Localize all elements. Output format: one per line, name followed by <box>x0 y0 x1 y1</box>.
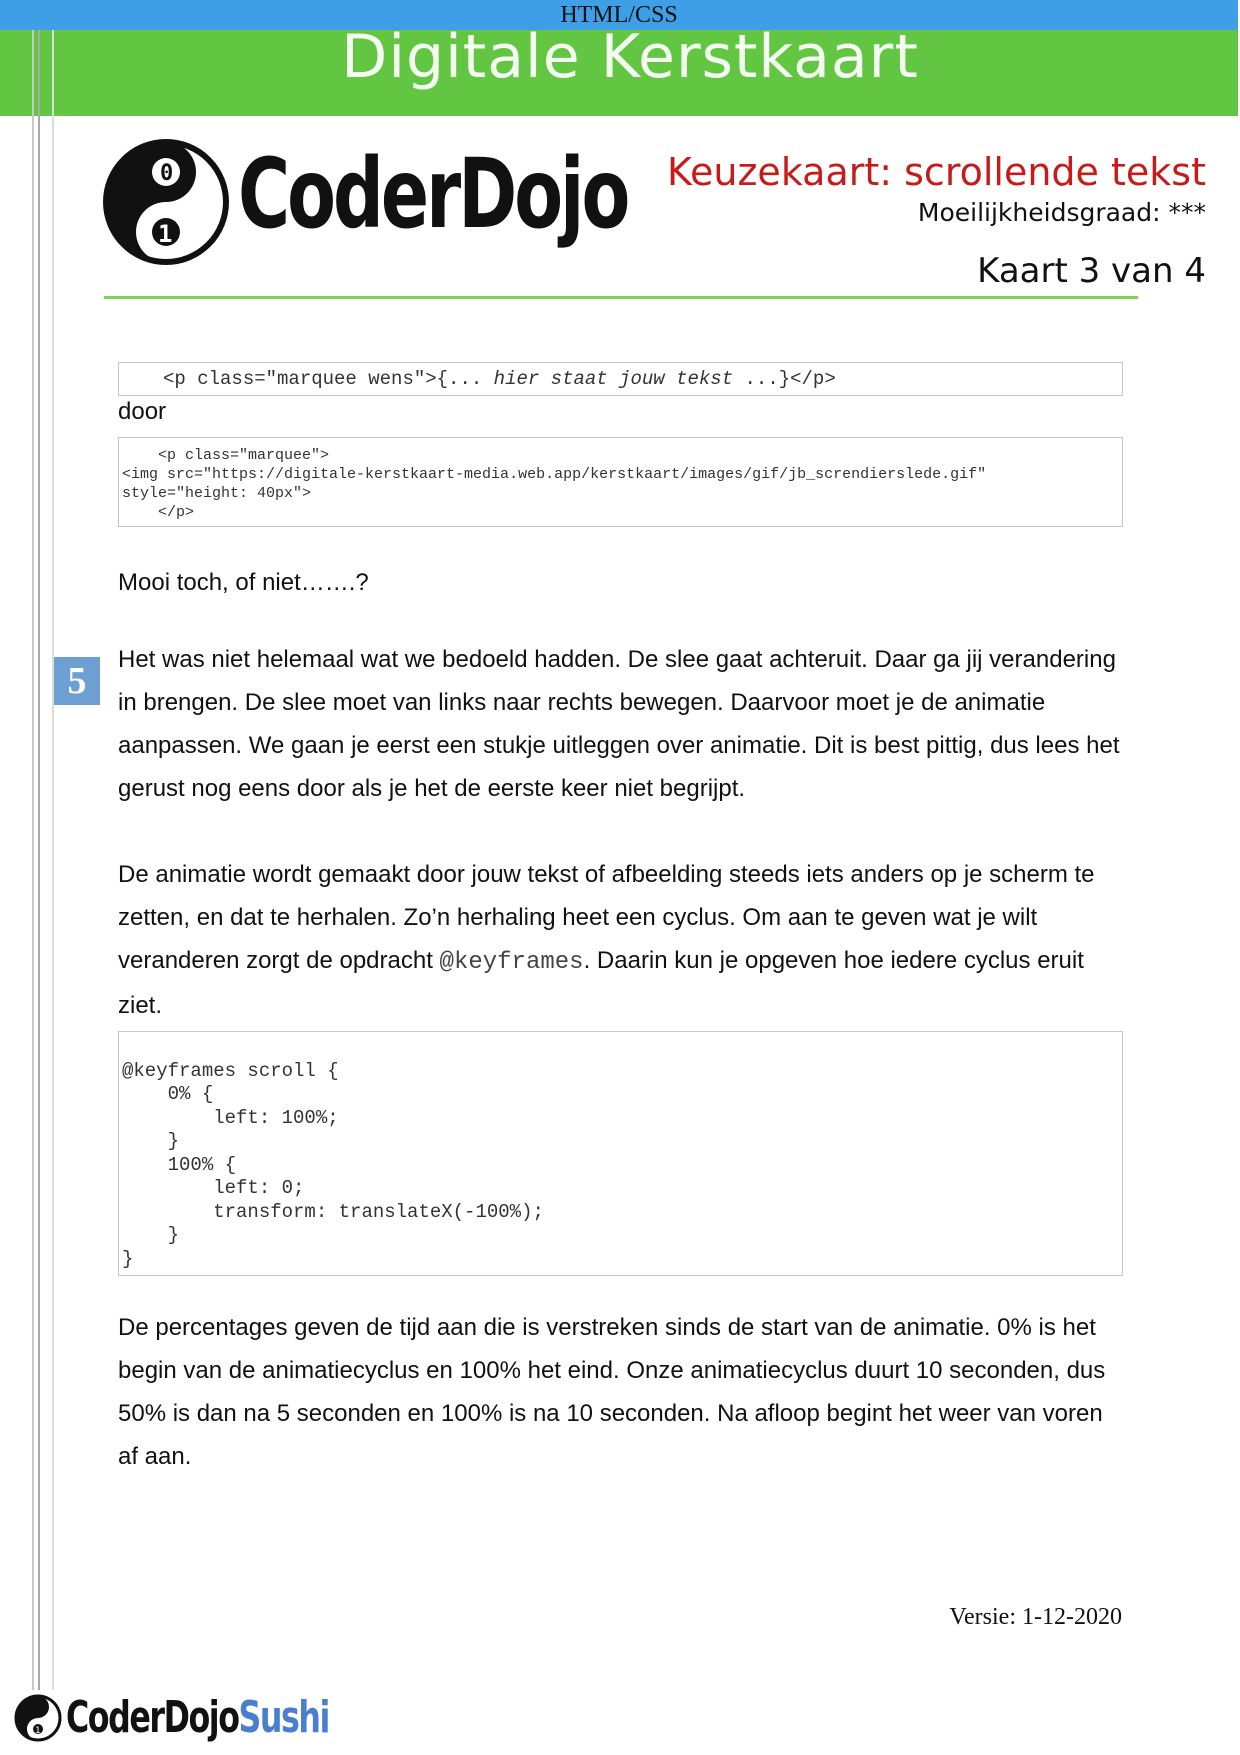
paragraph-keyframes-text-end: . Daarin kun je opgeven hoe iedere cyclus eruit ziet. <box>118 947 1084 1019</box>
code3-line: 100% { <box>122 1153 237 1176</box>
logo-glyph-one: 1 <box>158 220 173 248</box>
code3-line: @keyframes scroll { <box>122 1059 339 1082</box>
header-divider <box>104 296 1138 299</box>
code2-line: </p> <box>122 504 195 521</box>
step-number-badge: 5 <box>54 657 100 705</box>
yin-yang-icon <box>100 134 232 270</box>
code2-line: <img src="https://digitale-kerstkaart-media.web.app/kerstkaart/images/gif/jb_screndierslede.gif" <box>122 466 987 483</box>
card-page-number: Kaart 3 van 4 <box>977 251 1206 291</box>
code1-placeholder: hier staat jouw tekst <box>482 368 745 390</box>
code1-prefix: <p class="marquee wens">{... <box>163 368 483 390</box>
document-title: Digitale Kerstkaart <box>341 22 919 92</box>
footer-wordmark-sushi: Sushi <box>238 1692 329 1743</box>
header-bar <box>0 0 1238 116</box>
inline-code-keyframes: @keyframes <box>439 949 584 976</box>
code-block-marquee-wens <box>118 362 1123 396</box>
logo-glyph-zero: 0 <box>160 161 174 186</box>
code3-line: } <box>122 1247 134 1270</box>
card-content <box>118 362 1123 1478</box>
footer-yin-yang-icon <box>12 1690 64 1746</box>
coderdojo-sushi-logo <box>12 1690 329 1752</box>
code3-line: 0% { <box>122 1083 214 1105</box>
logo-wordmark: CoderDojo <box>238 138 628 250</box>
code2-line: <p class="marquee"> <box>122 447 330 464</box>
code3-line: } <box>122 1130 180 1152</box>
paragraph-keyframes <box>118 853 1123 1027</box>
card-title: Keuzekaart: scrollende tekst <box>667 150 1206 194</box>
card-info <box>667 150 1206 291</box>
code-block-keyframes <box>118 1031 1123 1276</box>
code2-line: style="height: 40px"> <box>122 485 312 502</box>
code3-line: transform: translateX(-100%); <box>122 1200 544 1223</box>
code3-line: left: 100%; <box>122 1106 339 1129</box>
footer-glyph-one: 1 <box>35 1726 41 1736</box>
difficulty-label: Moeilijkheidsgraad: *** <box>917 198 1206 227</box>
code-block-img-marquee <box>118 437 1123 527</box>
code3-line: } <box>122 1224 180 1246</box>
paragraph-intro: Het was niet helemaal wat we bedoeld hadden. De slee gaat achteruit. Daar ga jij verandering in brengen. De slee moet van links naar rechts bewegen. Daarvoor moet je de animatie aanpassen. We gaan je eerst een stukje uitleggen over animatie. Dit is best pittig, dus lees het gerust nog eens door als je het de eerste keer niet begrijpt. <box>118 646 1120 802</box>
code1-suffix: ...}</p> <box>744 368 836 390</box>
paragraph-percentages: De percentages geven de tijd aan die is verstreken sinds de start van de animatie. 0% is het begin van de animatiecyclus en 100% het eind. Onze animatiecyclus duurt 10 seconden, dus 50% is dan na 5 seconden en 100% is na 10 seconden. Na afloop begint het weer van voren af aan. <box>118 1314 1106 1470</box>
coderdojo-logo <box>100 132 628 282</box>
footer-wordmark <box>66 1692 329 1743</box>
binder-spine <box>32 30 54 1690</box>
version-label: Versie: 1-12-2020 <box>949 1604 1122 1630</box>
door-label: door <box>118 398 167 425</box>
footer-wordmark-coderdojo: CoderDojo <box>66 1692 239 1743</box>
code3-line: left: 0; <box>122 1177 305 1199</box>
mooi-text: Mooi toch, of niet…….? <box>118 569 369 596</box>
paragraph-keyframes-text: De animatie wordt gemaakt door jouw tekst of afbeelding steeds iets anders op je scherm te zetten, en dat te herhalen. Zo’n herhaling heet een cyclus. Om aan te geven wat je wilt veranderen zorgt de opdracht <box>118 861 1095 974</box>
course-label: HTML/CSS <box>560 2 678 28</box>
